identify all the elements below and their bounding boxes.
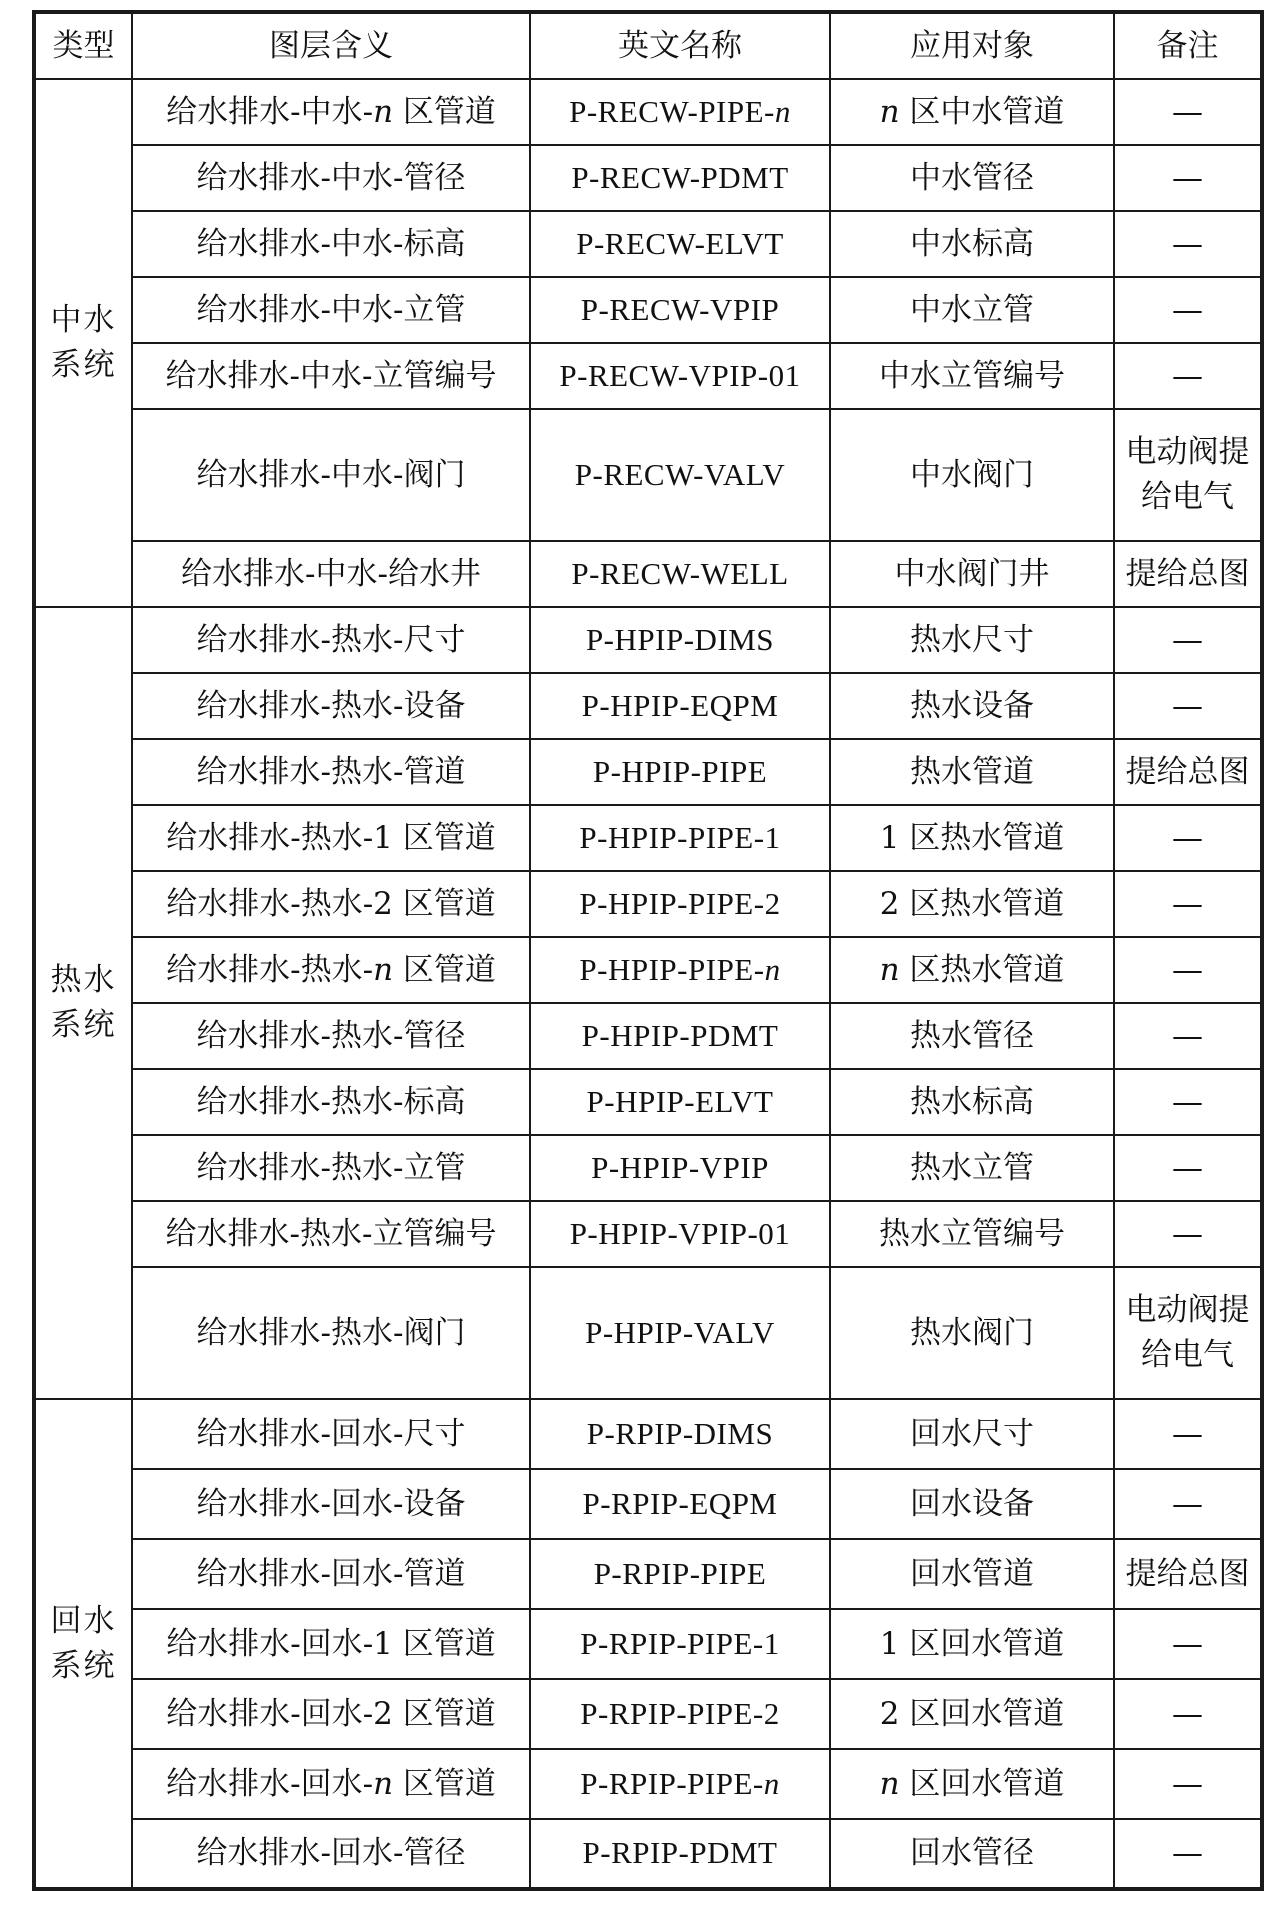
object-cell: 热水尺寸	[830, 607, 1114, 673]
note-cell: —	[1114, 937, 1262, 1003]
table-row	[34, 1819, 1262, 1889]
meaning-cell: 给水排水-中水-标高	[132, 211, 530, 277]
note-cell: —	[1114, 1609, 1262, 1679]
object-cell: 中水管径	[830, 145, 1114, 211]
english-name-cell: P-HPIP-PIPE	[530, 739, 830, 805]
object-cell: 热水立管	[830, 1135, 1114, 1201]
english-name-cell: P-RECW-WELL	[530, 541, 830, 607]
meaning-cell: 给水排水-热水-n 区管道	[132, 937, 530, 1003]
note-cell: —	[1114, 79, 1262, 145]
table-row	[34, 739, 1262, 805]
table-row	[34, 1003, 1262, 1069]
english-name-cell: P-RPIP-PIPE	[530, 1539, 830, 1609]
object-cell: 中水阀门井	[830, 541, 1114, 607]
object-cell: 2 区回水管道	[830, 1679, 1114, 1749]
note-cell: —	[1114, 1069, 1262, 1135]
object-cell: n 区回水管道	[830, 1749, 1114, 1819]
table-row	[34, 1201, 1262, 1267]
header-note: 备注	[1114, 12, 1262, 79]
english-name-cell: P-HPIP-PIPE-2	[530, 871, 830, 937]
note-cell: 提给总图	[1114, 1539, 1262, 1609]
object-cell: 回水设备	[830, 1469, 1114, 1539]
layer-table	[32, 10, 1264, 1891]
table-row	[34, 1069, 1262, 1135]
note-cell: —	[1114, 805, 1262, 871]
table-row	[34, 1539, 1262, 1609]
table-row	[34, 343, 1262, 409]
english-name-cell: P-RECW-VALV	[530, 409, 830, 541]
english-name-cell: P-HPIP-VPIP-01	[530, 1201, 830, 1267]
note-cell: 提给总图	[1114, 739, 1262, 805]
header-type: 类型	[34, 12, 132, 79]
table-row	[34, 805, 1262, 871]
table-row	[34, 1609, 1262, 1679]
note-cell: —	[1114, 1749, 1262, 1819]
english-name-cell: P-RECW-PDMT	[530, 145, 830, 211]
meaning-cell: 给水排水-回水-设备	[132, 1469, 530, 1539]
english-name-cell: P-RPIP-DIMS	[530, 1399, 830, 1469]
object-cell: 热水立管编号	[830, 1201, 1114, 1267]
english-name-cell: P-RPIP-EQPM	[530, 1469, 830, 1539]
table-row	[34, 409, 1262, 541]
object-cell: n 区中水管道	[830, 79, 1114, 145]
header-row	[34, 12, 1262, 79]
meaning-cell: 给水排水-热水-立管编号	[132, 1201, 530, 1267]
object-cell: 热水管径	[830, 1003, 1114, 1069]
table-row	[34, 211, 1262, 277]
meaning-cell: 给水排水-中水-n 区管道	[132, 79, 530, 145]
type-cell: 热水 系统	[34, 607, 132, 1399]
note-cell: —	[1114, 145, 1262, 211]
english-name-cell: P-HPIP-ELVT	[530, 1069, 830, 1135]
table-row	[34, 1135, 1262, 1201]
table-row	[34, 541, 1262, 607]
english-name-cell: P-HPIP-PIPE-1	[530, 805, 830, 871]
object-cell: 中水阀门	[830, 409, 1114, 541]
english-name-cell: P-HPIP-PDMT	[530, 1003, 830, 1069]
object-cell: 热水管道	[830, 739, 1114, 805]
object-cell: 回水管径	[830, 1819, 1114, 1889]
note-cell: —	[1114, 343, 1262, 409]
meaning-cell: 给水排水-热水-管道	[132, 739, 530, 805]
english-name-cell: P-HPIP-DIMS	[530, 607, 830, 673]
meaning-cell: 给水排水-中水-阀门	[132, 409, 530, 541]
header-meaning: 图层含义	[132, 12, 530, 79]
english-name-cell: P-HPIP-PIPE-n	[530, 937, 830, 1003]
table-row	[34, 145, 1262, 211]
english-name-cell: P-RECW-VPIP-01	[530, 343, 830, 409]
meaning-cell: 给水排水-回水-2 区管道	[132, 1679, 530, 1749]
english-name-cell: P-HPIP-EQPM	[530, 673, 830, 739]
table-row	[34, 1267, 1262, 1399]
object-cell: 中水标高	[830, 211, 1114, 277]
object-cell: n 区热水管道	[830, 937, 1114, 1003]
table-row	[34, 1749, 1262, 1819]
note-cell: 电动阀提 给电气	[1114, 409, 1262, 541]
table-row	[34, 871, 1262, 937]
table-row	[34, 1679, 1262, 1749]
table-body	[34, 79, 1262, 1889]
object-cell: 回水管道	[830, 1539, 1114, 1609]
meaning-cell: 给水排水-回水-1 区管道	[132, 1609, 530, 1679]
english-name-cell: P-RPIP-PIPE-n	[530, 1749, 830, 1819]
table-row	[34, 277, 1262, 343]
meaning-cell: 给水排水-热水-2 区管道	[132, 871, 530, 937]
note-cell: —	[1114, 211, 1262, 277]
type-cell: 中水 系统	[34, 79, 132, 607]
note-cell: —	[1114, 1201, 1262, 1267]
note-cell: —	[1114, 277, 1262, 343]
english-name-cell: P-RECW-ELVT	[530, 211, 830, 277]
meaning-cell: 给水排水-热水-管径	[132, 1003, 530, 1069]
meaning-cell: 给水排水-热水-尺寸	[132, 607, 530, 673]
english-name-cell: P-RPIP-PIPE-1	[530, 1609, 830, 1679]
english-name-cell: P-RPIP-PIPE-2	[530, 1679, 830, 1749]
meaning-cell: 给水排水-热水-设备	[132, 673, 530, 739]
meaning-cell: 给水排水-中水-立管编号	[132, 343, 530, 409]
english-name-cell: P-HPIP-VPIP	[530, 1135, 830, 1201]
note-cell: —	[1114, 1003, 1262, 1069]
document-page	[32, 10, 1260, 1891]
english-name-cell: P-RECW-VPIP	[530, 277, 830, 343]
english-name-cell: P-HPIP-VALV	[530, 1267, 830, 1399]
note-cell: —	[1114, 607, 1262, 673]
meaning-cell: 给水排水-回水-管道	[132, 1539, 530, 1609]
header-object: 应用对象	[830, 12, 1114, 79]
object-cell: 1 区回水管道	[830, 1609, 1114, 1679]
meaning-cell: 给水排水-热水-阀门	[132, 1267, 530, 1399]
table-row	[34, 937, 1262, 1003]
english-name-cell: P-RECW-PIPE-n	[530, 79, 830, 145]
table-row	[34, 607, 1262, 673]
meaning-cell: 给水排水-中水-管径	[132, 145, 530, 211]
object-cell: 热水标高	[830, 1069, 1114, 1135]
object-cell: 中水立管编号	[830, 343, 1114, 409]
note-cell: 电动阀提 给电气	[1114, 1267, 1262, 1399]
note-cell: —	[1114, 1135, 1262, 1201]
english-name-cell: P-RPIP-PDMT	[530, 1819, 830, 1889]
table-row	[34, 79, 1262, 145]
meaning-cell: 给水排水-热水-立管	[132, 1135, 530, 1201]
meaning-cell: 给水排水-热水-1 区管道	[132, 805, 530, 871]
note-cell: —	[1114, 1679, 1262, 1749]
note-cell: 提给总图	[1114, 541, 1262, 607]
object-cell: 1 区热水管道	[830, 805, 1114, 871]
table-row	[34, 673, 1262, 739]
note-cell: —	[1114, 1399, 1262, 1469]
table-row	[34, 1469, 1262, 1539]
meaning-cell: 给水排水-回水-尺寸	[132, 1399, 530, 1469]
table-row	[34, 1399, 1262, 1469]
object-cell: 热水设备	[830, 673, 1114, 739]
object-cell: 2 区热水管道	[830, 871, 1114, 937]
note-cell: —	[1114, 871, 1262, 937]
object-cell: 中水立管	[830, 277, 1114, 343]
meaning-cell: 给水排水-回水-管径	[132, 1819, 530, 1889]
note-cell: —	[1114, 673, 1262, 739]
meaning-cell: 给水排水-中水-给水井	[132, 541, 530, 607]
object-cell: 回水尺寸	[830, 1399, 1114, 1469]
note-cell: —	[1114, 1819, 1262, 1889]
meaning-cell: 给水排水-回水-n 区管道	[132, 1749, 530, 1819]
type-cell: 回水 系统	[34, 1399, 132, 1889]
note-cell: —	[1114, 1469, 1262, 1539]
object-cell: 热水阀门	[830, 1267, 1114, 1399]
meaning-cell: 给水排水-中水-立管	[132, 277, 530, 343]
meaning-cell: 给水排水-热水-标高	[132, 1069, 530, 1135]
header-english-name: 英文名称	[530, 12, 830, 79]
